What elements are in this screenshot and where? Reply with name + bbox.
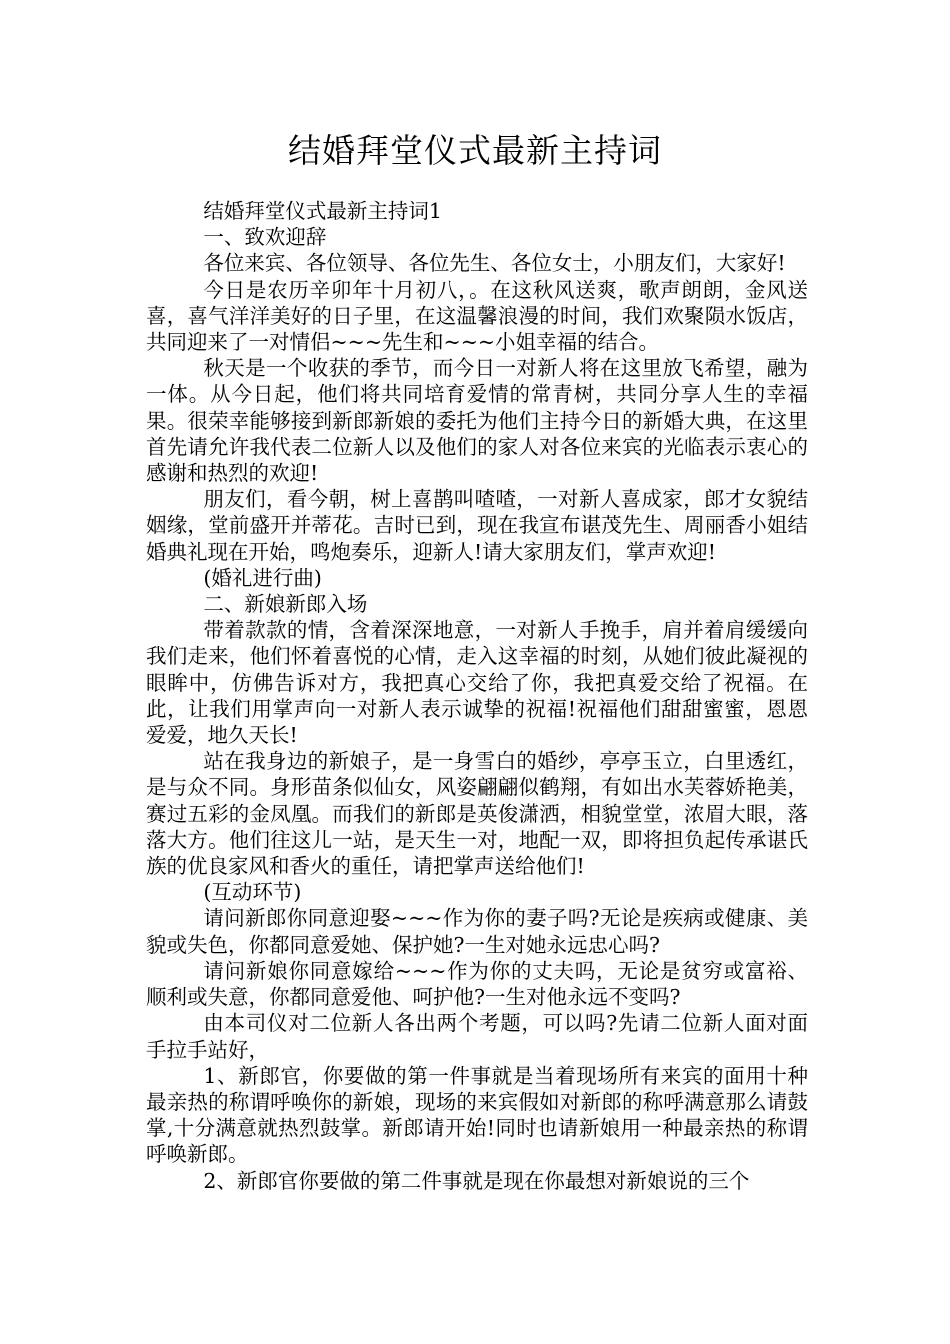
section-heading: 二、新娘新郎入场	[203, 592, 368, 617]
paragraph: 1、新郎官，你要做的第一件事就是当着现场所有来宾的面用十种最亲热的称谓呼唤你的新娘，现场的来宾假如对新郎的称呼满意那么请鼓掌,十分满意就热烈鼓掌。新郎请开始!同时也请新娘用一种最亲热的称谓呼唤新郎。	[146, 1063, 808, 1167]
paragraph: 秋天是一个收获的季节，而今日一对新人将在这里放飞希望，融为一体。从今日起，他们将共同培育爱情的常青树，共同分享人生的幸福果。很荣幸能够接到新郎新娘的委托为他们主持今日的新婚大典，在这里首先请允许我代表二位新人以及他们的家人对各位来宾的光临表示衷心的感谢和热烈的欢迎!	[146, 356, 808, 486]
document-body	[146, 198, 808, 1194]
paragraph: 今日是农历辛卯年十月初八，。在这秋风送爽，歌声朗朗，金风送喜，喜气洋洋美好的日子里，在这温馨浪漫的时间，我们欢聚陨水饭店，共同迎来了一对情侣~~~先生和~~~小姐幸福的结合。	[146, 277, 808, 355]
paragraph: 2、新郎官你要做的第二件事就是现在你最想对新娘说的三个	[203, 1168, 750, 1193]
paragraph: 站在我身边的新娘子，是一身雪白的婚纱，亭亭玉立，白里透红，是与众不同。身形苗条似仙女，风姿翩翩似鹤翔，有如出水芙蓉娇艳美，赛过五彩的金凤凰。而我们的新郎是英俊潇洒，相貌堂堂，浓眉大眼，落落大方。他们往这儿一站，是天生一对，地配一双，即将担负起传承谌氏族的优良家风和香火的重任，请把掌声送给他们!	[146, 749, 808, 879]
paragraph: 请问新娘你同意嫁给~~~作为你的丈夫吗，无论是贫穷或富裕、顺利或失意，你都同意爱他、呵护他?一生对他永远不变吗?	[146, 958, 808, 1010]
section-heading: 一、致欢迎辞	[203, 225, 327, 250]
stage-note: (互动环节)	[203, 880, 302, 905]
stage-note: (婚礼进行曲)	[203, 565, 322, 590]
paragraph: 朋友们，看今朝，树上喜鹊叫喳喳，一对新人喜成家，郎才女貌结姻缘，堂前盛开并蒂花。吉时已到，现在我宣布谌茂先生、周丽香小姐结婚典礼现在开始，鸣炮奏乐，迎新人!请大家朋友们，掌声欢迎!	[146, 487, 808, 564]
paragraph: 各位来宾、各位领导、各位先生、各位女士，小朋友们，大家好!	[203, 251, 786, 276]
paragraph: 结婚拜堂仪式最新主持词1	[203, 199, 442, 223]
paragraph: 请问新郎你同意迎娶~~~作为你的妻子吗?无论是疾病或健康、美貌或失色，你都同意爱她、保护她?一生对她永远忠心吗?	[146, 906, 808, 957]
paragraph: 带着款款的情，含着深深地意，一对新人手挽手，肩并着肩缓缓向我们走来，他们怀着喜悦的心情，走入这幸福的时刻，从她们彼此凝视的眼眸中，仿佛告诉对方，我把真心交给了你，我把真爱交给了祝福。在此，让我们用掌声向一对新人表示诚挚的祝福!祝福他们甜甜蜜蜜，恩恩爱爱，地久天长!	[146, 618, 808, 748]
paragraph: 由本司仪对二位新人各出两个考题，可以吗?先请二位新人面对面手拉手站好，	[146, 1011, 808, 1062]
document-title: 结婚拜堂仪式最新主持词	[288, 131, 662, 170]
